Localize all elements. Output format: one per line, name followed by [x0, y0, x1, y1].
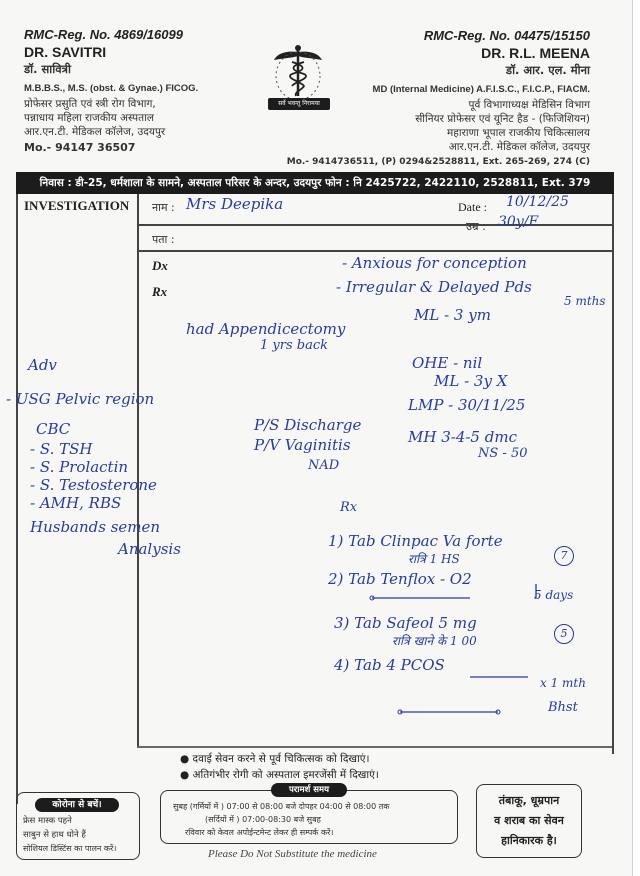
tobacco-line-1: तंबाकू, धूम्रपान — [498, 794, 560, 807]
notice-2: अतिगंभीर रोगी को अस्पताल इमरजेंसी में दिखाएं। — [192, 769, 379, 781]
address-row-line — [137, 250, 612, 252]
right-doctor-line1: पूर्व विभागाध्यक्ष मेडिसिन विभाग — [468, 99, 590, 111]
left-doctor-name-hindi: डॉ. सावित्री — [24, 62, 71, 76]
advice-prolactin: - S. Prolactin — [30, 458, 129, 476]
covid-box — [16, 792, 140, 860]
medicine-3: 3) Tab Safeol 5 mg — [334, 614, 477, 632]
lmp-note: LMP - 30/11/25 — [408, 396, 526, 414]
notice-1: दवाई सेवन करने से पूर्व चिकित्सक को दिखाएं। — [192, 753, 370, 765]
investigation-column-divider — [137, 194, 139, 746]
left-doctor-mobile: Mo.- 94147 36507 — [24, 141, 136, 154]
bullet-icon: ● — [180, 753, 190, 765]
mh-note-2: NS - 50 — [478, 446, 528, 461]
left-reg-number: RMC-Reg. No. 4869/16099 — [24, 27, 183, 42]
right-doctor-degrees: MD (Internal Medicine) A.F.I.S.C., F.I.C.P., FIACM. — [372, 84, 590, 95]
complaint-2-duration: 5 mths — [564, 294, 606, 308]
advice-usg: - USG Pelvic region — [6, 390, 155, 408]
left-doctor-degrees: M.B.B.S., M.S. (obst. & Gynae.) FICOG. — [24, 83, 199, 94]
timing-line-2: (सर्दियों में ) 07:00-08:30 बजे सुबह — [205, 815, 321, 824]
tobacco-line-2: व शराब का सेवन — [494, 814, 564, 827]
medicine-4-note: x 1 mth — [540, 676, 586, 690]
ohe-note: OHE - nil — [412, 354, 483, 372]
rx-label: Rx — [152, 284, 168, 299]
timing-line-3: रविवार को केवल अपोईन्टमेन्ट लेकर ही सम्पर्क करें। — [185, 828, 334, 837]
left-doctor-line1: प्रोफेसर प्रसुति एवं स्त्री रोग विभाग, — [24, 98, 156, 110]
exam-ps: P/S Discharge — [254, 416, 362, 434]
medicine-2: 2) Tab Tenflox - O2 — [328, 570, 472, 588]
complaint-1: - Anxious for conception — [342, 254, 527, 272]
logo-ribbon — [268, 98, 330, 110]
ml-note: ML - 3y X — [434, 372, 508, 390]
right-doctor-line4: आर.एन.टी. मेडिकल कॉलेज, उदयपुर — [448, 141, 590, 153]
left-border-line — [16, 194, 18, 804]
left-doctor-line2: पन्नाधाय महिला राजकीय अस्पताल — [24, 112, 154, 124]
exam-nad: NAD — [308, 458, 340, 473]
right-doctor-phones: Mo.- 9414736511, (P) 0294&2528811, Ext. 265-269, 274 (C) — [286, 157, 590, 167]
notice-2-row — [180, 768, 379, 782]
advice-analysis: Analysis — [118, 540, 181, 558]
date-label: Date : — [458, 200, 487, 214]
name-row-line — [137, 224, 612, 226]
medicine-3-qty: 5 — [560, 627, 568, 640]
footer-substitute-note: Please Do Not Substitute the medicine — [208, 848, 377, 860]
right-doctor-name: DR. R.L. MEENA — [481, 45, 590, 61]
medicine-3-note: रात्रि खाने के 1 00 — [392, 634, 477, 648]
doctor-signature: Bhst — [548, 700, 578, 715]
covid-item-1: फ्रेस मास्क पहने — [23, 816, 72, 826]
investigation-label: INVESTIGATION — [24, 198, 130, 213]
exam-pv: P/V Vaginitis — [254, 436, 351, 454]
logo-ribbon-text: सर्वे भवन्तु निरामया — [278, 100, 320, 107]
medicine-1: 1) Tab Clinpac Va forte — [328, 532, 503, 550]
residence-address-bar: निवास : डी-25, धर्मशाला के सामने, अस्पताल परिसर के अन्दर, उदयपुर फोन : नि 2425722, 2422110, 2528811, Ext. 379 — [16, 172, 614, 194]
advice-amh-rbs: - AMH, RBS — [30, 494, 122, 512]
name-label: नाम : — [152, 201, 175, 214]
timing-box — [160, 785, 458, 844]
notice-1-row — [180, 752, 370, 766]
complaint-3: ML - 3 ym — [414, 306, 491, 324]
tobacco-warning-box — [476, 784, 582, 858]
left-doctor-name: DR. SAVITRI — [24, 44, 107, 60]
left-doctor-line3: आर.एन.टी. मेडिकल कॉलेज, उदयपुर — [24, 126, 166, 138]
date-handwritten: 10/12/25 — [506, 194, 569, 210]
right-border-line — [612, 194, 614, 754]
address-label: पता : — [152, 233, 175, 246]
bullet-icon: ● — [180, 769, 190, 781]
advice-tsh: - S. TSH — [30, 440, 93, 458]
timing-line-1: सुबह (गर्मियों में ) 07:00 से 08:00 बजे दोपहर 04:00 से 08:00 तक — [173, 802, 390, 811]
mh-note: MH 3-4-5 dmc — [408, 428, 517, 446]
history-duration: 1 yrs back — [260, 338, 328, 353]
right-reg-number: RMC-Reg. No. 04475/15150 — [423, 28, 590, 43]
complaint-2: - Irregular & Delayed Pds — [336, 278, 532, 296]
rx2-label: Rx — [340, 500, 358, 515]
medicine-2-note: 5 days — [534, 588, 574, 602]
medicine-1-note: रात्रि 1 HS — [408, 552, 460, 566]
covid-item-3: सोशियल डिस्टिंस का पालन करें। — [23, 844, 117, 853]
right-doctor-line2: सीनियर प्रोफेसर एवं यूनिट हैड - (फिजिशियन) — [415, 113, 590, 125]
advice-heading: Adv — [28, 356, 57, 374]
history-appendicectomy: had Appendicectomy — [186, 320, 346, 338]
dosage-schedule-marks — [330, 560, 580, 720]
advice-testosterone: - S. Testosterone — [30, 476, 157, 494]
timing-box-title: परामर्श समय — [271, 783, 347, 797]
age-label: उम्र : — [466, 220, 486, 233]
right-doctor-name-hindi: डॉ. आर. एल. मीना — [505, 63, 590, 77]
advice-semen: Husbands semen — [30, 518, 161, 536]
patient-name-handwritten: Mrs Deepika — [186, 195, 284, 213]
covid-box-title: कोरोना से बचें। — [35, 798, 119, 812]
medicine-4: 4) Tab 4 PCOS — [334, 656, 445, 674]
tobacco-line-3: हानिकारक है। — [501, 834, 557, 847]
notice-separator — [137, 746, 612, 748]
age-handwritten: 30y/F — [498, 214, 539, 230]
dx-label: Dx — [152, 258, 168, 273]
medicine-1-qty: 7 — [560, 549, 568, 562]
covid-item-2: साबुन से हाथ धोने हैं — [23, 830, 86, 840]
advice-cbc: CBC — [36, 420, 71, 438]
right-doctor-line3: महाराणा भूपाल राजकीय चिकित्सालय — [447, 127, 590, 139]
